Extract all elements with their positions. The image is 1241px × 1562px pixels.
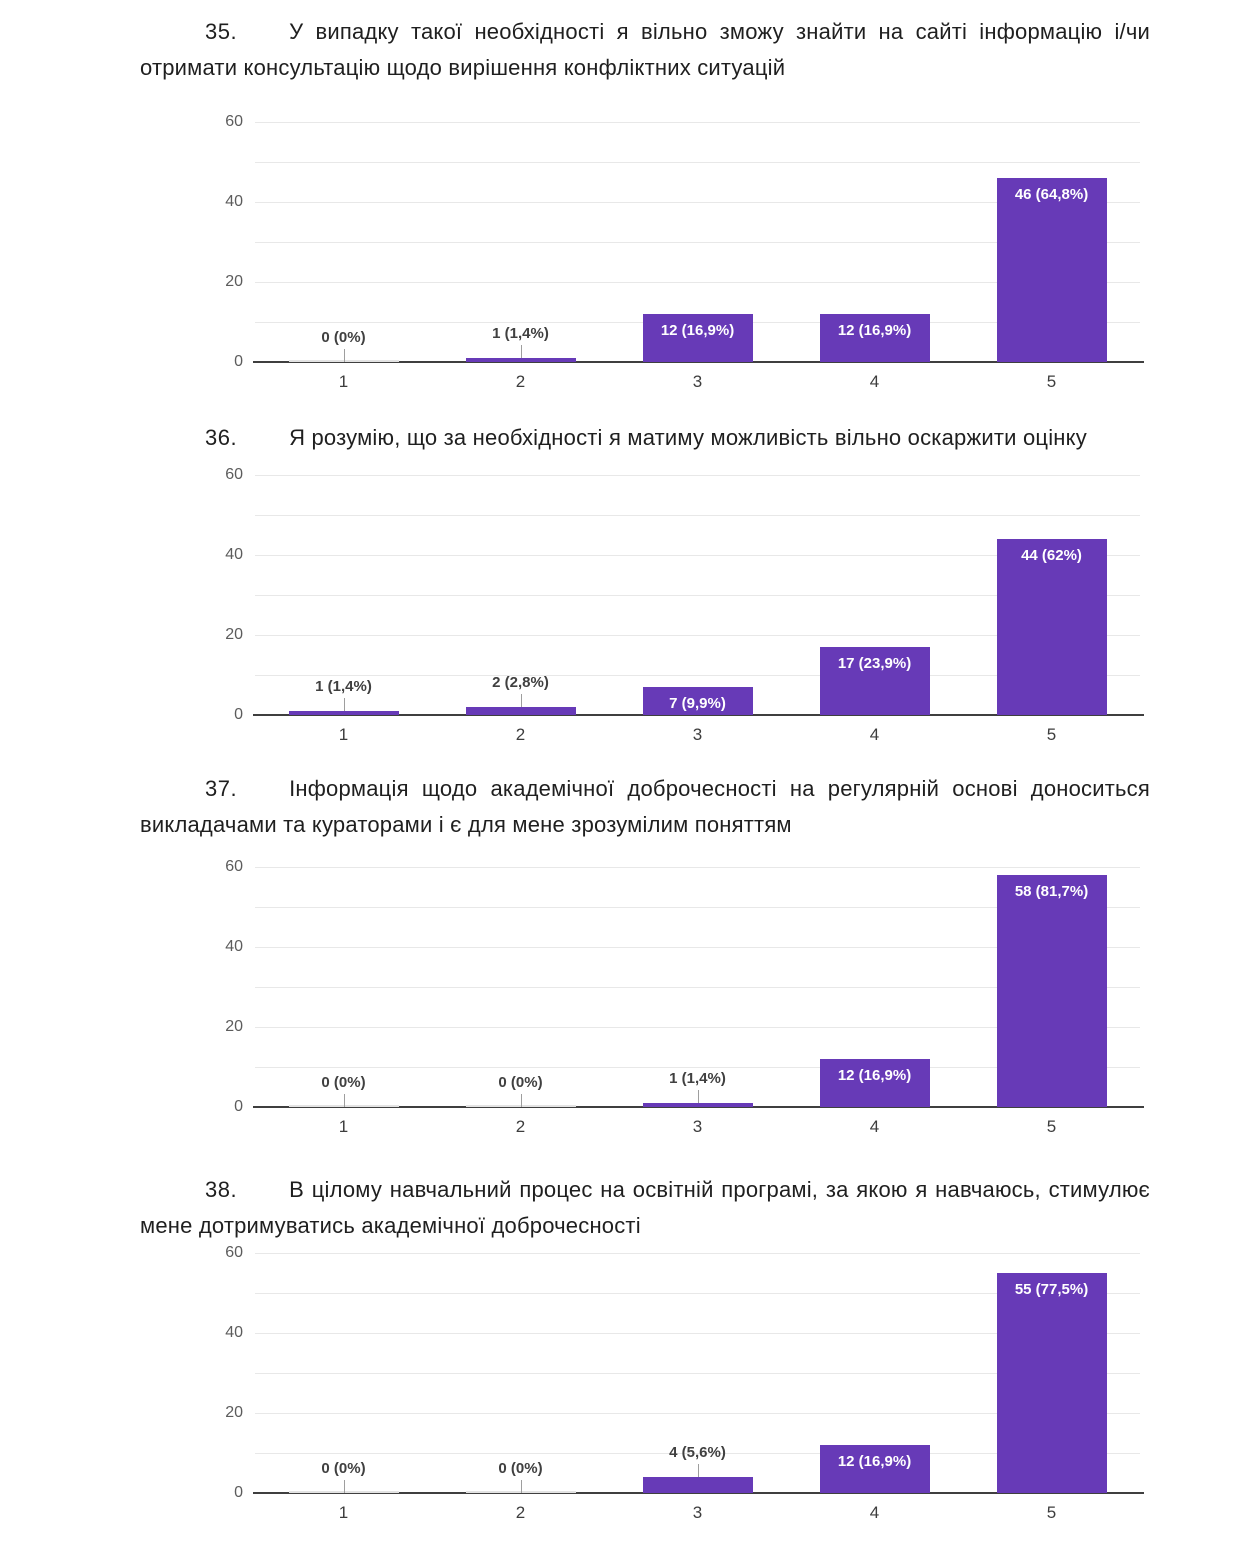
- bar: [643, 1477, 753, 1493]
- y-axis-tick-label: 60: [225, 466, 243, 483]
- leader-line: [521, 694, 522, 707]
- bar: [997, 178, 1107, 362]
- leader-line: [344, 698, 345, 711]
- x-axis-tick-label: 5: [1046, 1117, 1057, 1136]
- x-axis-tick-label: 5: [1046, 372, 1057, 391]
- bar-value-label: 44 (62%): [1021, 547, 1082, 564]
- question-text: В цілому навчальний процес на освітній програмі, за якою я навчаюсь, стимулює мене дотримуватись академічної доброчесності: [140, 1177, 1150, 1238]
- bar-value-label: 1 (1,4%): [669, 1070, 726, 1087]
- y-axis-tick-label: 40: [225, 1324, 243, 1341]
- bar-value-label: 17 (23,9%): [837, 655, 912, 672]
- y-axis-tick-label: 40: [225, 193, 243, 210]
- gridline: [255, 867, 1140, 868]
- bar-value-label: 7 (9,9%): [669, 695, 726, 712]
- bar-value-label: 12 (16,9%): [837, 1067, 912, 1084]
- y-axis-tick-label: 60: [225, 1244, 243, 1261]
- leader-line: [344, 349, 345, 362]
- x-axis-tick-label: 3: [692, 725, 703, 744]
- bar-value-label: 0 (0%): [498, 1460, 543, 1477]
- y-axis-tick-label: 20: [225, 626, 243, 643]
- bar-chart-question-38: [225, 1244, 1140, 1525]
- bar-value-label: 12 (16,9%): [837, 322, 912, 339]
- question-text: Інформація щодо академічної доброчесності на регулярній основі доноситься викладачами та кураторами і є для мене зрозумілим поняттям: [140, 776, 1150, 837]
- question-number: 35.: [205, 19, 238, 44]
- leader-line: [344, 1094, 345, 1107]
- plot-area: [225, 858, 1140, 1136]
- bar-value-label: 1 (1,4%): [492, 325, 549, 342]
- leader-line: [344, 1480, 345, 1493]
- gridline: [255, 1253, 1140, 1254]
- bar-value-label: 2 (2,8%): [492, 674, 549, 691]
- bar: [997, 875, 1107, 1107]
- question-heading-35: [140, 14, 1150, 86]
- bar: [997, 539, 1107, 715]
- bar: [466, 358, 576, 362]
- x-axis-tick-label: 2: [515, 1117, 526, 1136]
- x-axis-tick-label: 2: [515, 372, 526, 391]
- leader-line: [698, 1090, 699, 1103]
- bar-value-label: 4 (5,6%): [669, 1444, 726, 1461]
- y-axis-tick-label: 0: [234, 1484, 243, 1501]
- y-axis-tick-label: 60: [225, 113, 243, 130]
- bar-value-label: 0 (0%): [321, 1074, 366, 1091]
- y-axis-tick-label: 0: [234, 1098, 243, 1115]
- bar: [997, 1273, 1107, 1493]
- x-axis-tick-label: 1: [338, 725, 349, 744]
- question-text: У випадку такої необхідності я вільно зможу знайти на сайті інформацію і/чи отримати консультацію щодо вирішення конфліктних ситуацій: [140, 19, 1150, 80]
- bar-chart-question-36: [225, 466, 1140, 747]
- y-axis-tick-label: 40: [225, 546, 243, 563]
- x-axis-tick-label: 1: [338, 372, 349, 391]
- bar: [643, 1103, 753, 1107]
- x-axis-tick-label: 1: [338, 1117, 349, 1136]
- question-number: 37.: [205, 776, 238, 801]
- x-axis-tick-label: 4: [869, 372, 880, 391]
- bar-value-label: 12 (16,9%): [660, 322, 735, 339]
- bar: [466, 707, 576, 715]
- y-axis-tick-label: 60: [225, 858, 243, 875]
- x-axis-tick-label: 1: [338, 1503, 349, 1522]
- question-heading-38: [140, 1172, 1150, 1244]
- y-axis-tick-label: 0: [234, 353, 243, 370]
- y-axis-tick-label: 20: [225, 1018, 243, 1035]
- bar-value-label: 58 (81,7%): [1014, 883, 1089, 900]
- plot-area: [225, 113, 1140, 391]
- question-number: 38.: [205, 1177, 238, 1202]
- x-axis-tick-label: 4: [869, 1503, 880, 1522]
- x-axis-tick-label: 4: [869, 1117, 880, 1136]
- x-axis-tick-label: 3: [692, 1503, 703, 1522]
- plot-area: [225, 1244, 1140, 1522]
- bar-value-label: 12 (16,9%): [837, 1453, 912, 1470]
- x-axis-tick-label: 5: [1046, 725, 1057, 744]
- gridline: [255, 475, 1140, 476]
- question-heading-36: [140, 420, 1150, 456]
- plot-area: [225, 466, 1140, 744]
- leader-line: [521, 1480, 522, 1493]
- gridline: [255, 162, 1140, 163]
- x-axis-tick-label: 4: [869, 725, 880, 744]
- bar: [289, 711, 399, 715]
- x-axis-tick-label: 5: [1046, 1503, 1057, 1522]
- bar-value-label: 1 (1,4%): [315, 678, 372, 695]
- x-axis-tick-label: 3: [692, 1117, 703, 1136]
- bar-value-label: 0 (0%): [321, 1460, 366, 1477]
- y-axis-tick-label: 20: [225, 1404, 243, 1421]
- bar-value-label: 0 (0%): [321, 329, 366, 346]
- gridline: [255, 515, 1140, 516]
- leader-line: [698, 1464, 699, 1477]
- x-axis-tick-label: 2: [515, 1503, 526, 1522]
- bar-chart-question-35: [225, 113, 1140, 394]
- question-heading-37: [140, 771, 1150, 843]
- y-axis-tick-label: 20: [225, 273, 243, 290]
- bar-value-label: 0 (0%): [498, 1074, 543, 1091]
- gridline: [255, 122, 1140, 123]
- question-text: Я розумію, що за необхідності я матиму можливість вільно оскаржити оцінку: [289, 425, 1087, 450]
- bar-value-label: 55 (77,5%): [1014, 1281, 1089, 1298]
- x-axis-tick-label: 3: [692, 372, 703, 391]
- leader-line: [521, 345, 522, 358]
- bar-chart-question-37: [225, 858, 1140, 1139]
- question-number: 36.: [205, 425, 238, 450]
- bar-value-label: 46 (64,8%): [1014, 186, 1089, 203]
- x-axis-tick-label: 2: [515, 725, 526, 744]
- y-axis-tick-label: 40: [225, 938, 243, 955]
- leader-line: [521, 1094, 522, 1107]
- y-axis-tick-label: 0: [234, 706, 243, 723]
